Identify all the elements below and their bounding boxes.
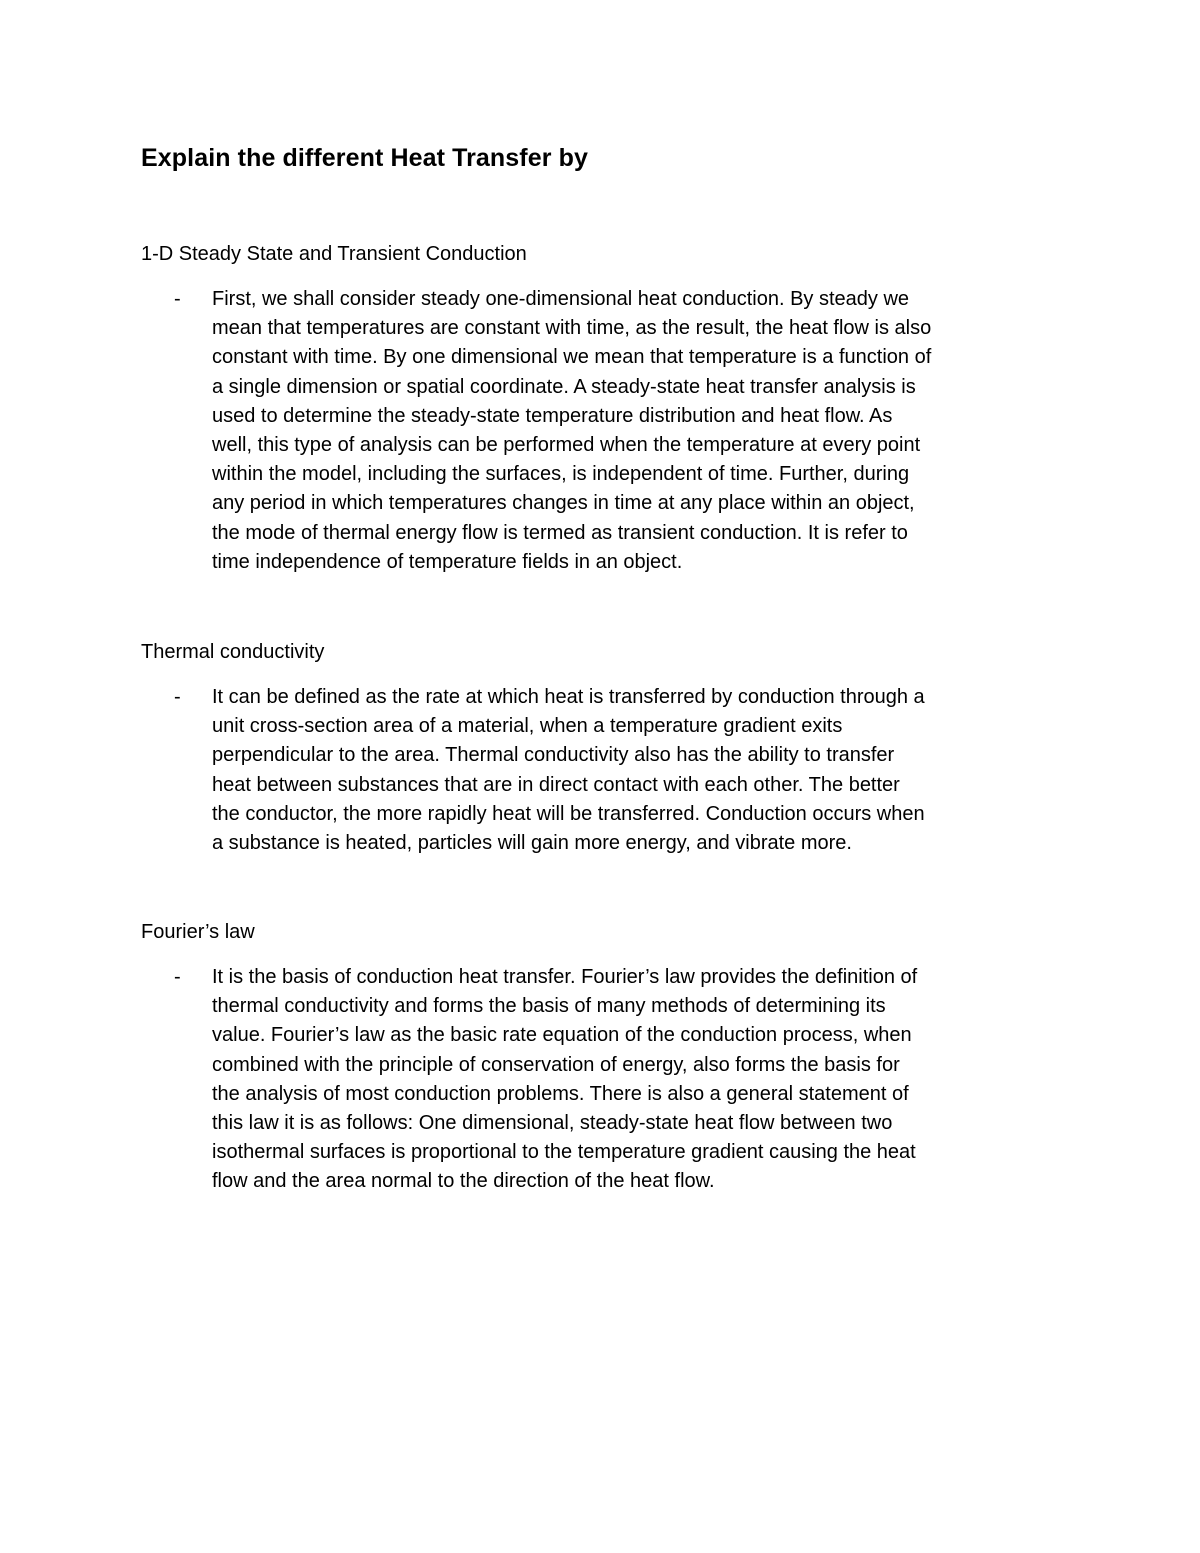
bullet-dash: - xyxy=(174,966,181,988)
text-line: any period in which temperatures changes in time at any place within an object, xyxy=(212,492,915,515)
bullet-paragraph xyxy=(212,285,1074,577)
text-line: It can be defined as the rate at which heat is transferred by conduction through a xyxy=(212,686,925,708)
text-line: the analysis of most conduction problems. There is also a general statement of xyxy=(212,1082,909,1105)
text-line: a substance is heated, particles will gain more energy, and vibrate more. xyxy=(212,832,852,855)
text-line: value. Fourier’s law as the basic rate equation of the conduction process, when xyxy=(212,1024,912,1047)
bullet-dash: - xyxy=(174,686,181,708)
section-heading: Fourier’s law xyxy=(141,921,255,943)
section-steady-transient-conduction xyxy=(141,240,1101,577)
bullet-item xyxy=(141,683,1101,858)
bullet-item xyxy=(141,285,1101,577)
text-line: a single dimension or spatial coordinate. A steady-state heat transfer analysis is xyxy=(212,375,916,398)
bullet-item xyxy=(141,963,1101,1197)
bullet-paragraph xyxy=(212,683,1074,858)
text-line: thermal conductivity and forms the basis of many methods of determining its xyxy=(212,995,886,1018)
bullet-paragraph xyxy=(212,963,1074,1197)
text-line: constant with time. By one dimensional we mean that temperature is a function of xyxy=(212,346,932,369)
section-heading: Thermal conductivity xyxy=(141,641,325,663)
text-line: heat between substances that are in direct contact with each other. The better xyxy=(212,773,900,796)
text-line: mean that temperatures are constant with time, as the result, the heat flow is also xyxy=(212,317,932,340)
text-line: It is the basis of conduction heat transfer. Fourier’s law provides the definition of xyxy=(212,966,918,988)
bullet-dash: - xyxy=(174,288,181,310)
text-line: perpendicular to the area. Thermal conductivity also has the ability to transfer xyxy=(212,744,895,767)
section-fouriers-law xyxy=(141,918,1101,1197)
text-line: this law it is as follows: One dimensional, steady-state heat flow between two xyxy=(212,1112,893,1135)
section-heading: 1-D Steady State and Transient Conduction xyxy=(141,243,527,265)
text-line: time independence of temperature fields in an object. xyxy=(212,550,683,573)
text-line: the conductor, the more rapidly heat will be transferred. Conduction occurs when xyxy=(212,802,925,825)
text-line: unit cross-section area of a material, when a temperature gradient exits xyxy=(212,715,843,738)
text-line: First, we shall consider steady one-dimensional heat conduction. By steady we xyxy=(212,288,910,310)
section-thermal-conductivity xyxy=(141,638,1101,858)
text-line: used to determine the steady-state temperature distribution and heat flow. As xyxy=(212,404,893,427)
text-line: flow and the area normal to the direction of the heat flow. xyxy=(212,1170,715,1193)
text-line: the mode of thermal energy flow is termed as transient conduction. It is refer to xyxy=(212,521,908,544)
document-title: Explain the different Heat Transfer by xyxy=(141,144,588,172)
text-line: combined with the principle of conservation of energy, also forms the basis for xyxy=(212,1053,900,1076)
text-line: isothermal surfaces is proportional to the temperature gradient causing the heat xyxy=(212,1141,916,1164)
text-line: within the model, including the surfaces, is independent of time. Further, during xyxy=(212,463,910,486)
text-line: well, this type of analysis can be performed when the temperature at every point xyxy=(212,434,921,457)
